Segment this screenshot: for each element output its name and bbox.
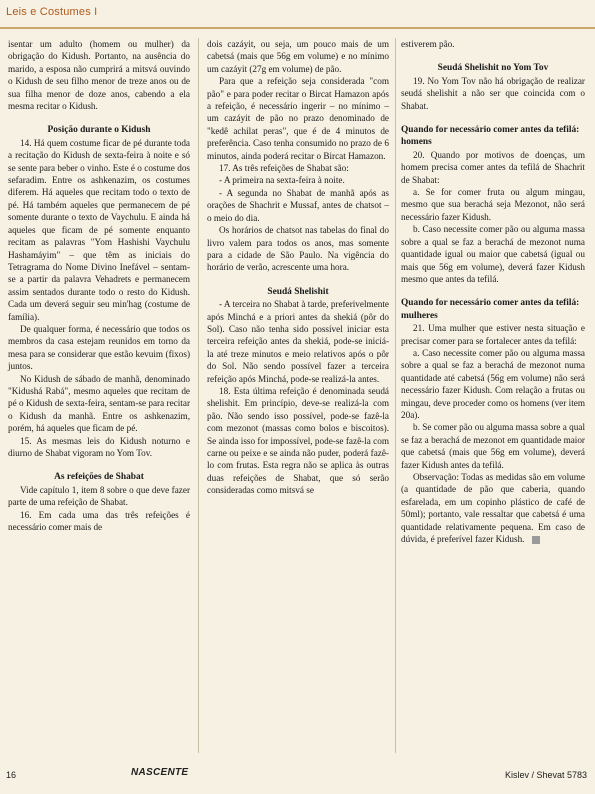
column-divider xyxy=(198,38,199,753)
paragraph: dois cazáyit, ou seja, um pouco mais de um cabetsá (mais que 56g em volume) e no mínimo um cazáyit (27g em volume) de pão. xyxy=(207,39,389,74)
paragraph: estiverem pão. xyxy=(401,39,455,49)
logo-text: NASCENTE xyxy=(131,767,189,778)
paragraph-text: Observação: Todas as medidas são em volume (a quantidade de pão que caberia, quando esfarelada, em um copinho plástico de café de 50ml); portanto, vale ressaltar que cabetsá é uma quantidade relativamente pequena. Em caso de dúvida, é preferível fazer Kidush. xyxy=(401,472,585,545)
paragraph: 15. As mesmas leis do Kidush noturno e diurno de Shabat vigoram no Yom Tov. xyxy=(8,435,190,458)
paragraph: Os horários de chatsot nas tabelas do final do livro valem para todos os anos, mas somente para a cidade de São Paulo. Na vigência do horário de verão, acrescente uma hora. xyxy=(207,225,389,273)
paragraph: - A terceira no Shabat à tarde, preferivelmente após Minchá e a priori antes da shekiá (pôr do Sol). Caso não tenha sido possível iniciar esta terceira refeição antes da shekiá, pode-se iniciá-la até treze minutos e meio relativos após o pôr do Sol. Não sendo possível fazer a terceira refeição após Minchá, pode-se realizá-la antes. xyxy=(207,299,389,384)
paragraph: a. Se for comer fruta ou algum mingau, mesmo que sua berachá seja Mezonot, não será necessário fazer Kidush. xyxy=(401,187,585,222)
paragraph: isentar um adulto (homem ou mulher) da obrigação do Kidush. Portanto, na ausência do marido, a esposa não cumprirá a mitsvá ouvindo o Kidush de seu filho menor de treze anos ou de sua filha menor de doze anos, cabendo a ela mesma recitar o Kidush. xyxy=(8,39,190,112)
paragraph: 14. Há quem costume ficar de pé durante toda a recitação do Kidush de sexta-feira à noite e só se sente para beber o vinho. Este é o costume dos sefaradim. Entre os ashkenazim, os costumes diferem. Há aqueles que recitam todo o texto de pé. Há também aqueles que permanecem de pé somente durante o texto de Vaychulu. E ainda há aqueles que ficam de pé somente enquanto recitam as palavras "Yom Hashishi Vaychulu Hashamáyim" – que têm as iniciais do Tetragrama do Nome Divino Inefável – sentam-se a partir da palavra Vehadrets e permanecem assim sentados durante todo o resto do Kidush. Cada um deverá seguir seu min'hag (costume de família). xyxy=(8,137,190,322)
paragraph: b. Se comer pão ou alguma massa sobre a qual se faz a berachá de mezonot em quantidade maior que cabetsá (mais que 56g em volume), deverá fazer Kidush antes da tefilá. xyxy=(401,422,585,470)
column-1 xyxy=(8,38,190,533)
paragraph: 20. Quando por motivos de doenças, um homem precisa comer antes da tefilá de Shachrit de Shabat: xyxy=(401,149,585,185)
issue-label: Kislev / Shevat 5783 xyxy=(504,770,587,780)
paragraph: De qualquer forma, é necessário que todos os membros da casa estejam reunidos em torno da mesa para se considerar que estão kevuim (fixos) juntos. xyxy=(8,323,190,372)
paragraph: Vide capítulo 1, item 8 sobre o que deve fazer parte de uma refeição de Shabat. xyxy=(8,484,190,508)
paragraph: No Kidush de sábado de manhã, denominado "Kidushá Rabá", mesmo aqueles que recitam de pé o Kidush de sexta-feira, sentam-se para recitar o Kidush da manhã. Entre os ashkenazim, porém, há aqueles que ficam de pé. xyxy=(8,373,190,434)
paragraph xyxy=(401,471,585,545)
paragraph: b. Caso necessite comer pão ou alguma massa sobre a qual se faz a berachá de mezonot numa quantidade igual ou maior que cabetsá (igual ou mais que 56g em volume), deverá fazer Kidush mesmo que antes da tefilá. xyxy=(401,224,585,284)
column-2 xyxy=(207,38,389,497)
paragraph: 16. Em cada uma das três refeições é necessário comer mais de xyxy=(8,509,190,533)
paragraph: - A segunda no Shabat de manhã após as orações de Shachrit e Mussaf, antes de chatsot – o meio do dia. xyxy=(207,187,389,223)
page-number: 16 xyxy=(6,770,17,780)
column-3 xyxy=(401,38,585,545)
subheading: Seudá Shelishit xyxy=(267,286,329,297)
paragraph: 21. Uma mulher que estiver nesta situação e precisar comer para se fortalecer antes da tefilá: xyxy=(401,323,585,346)
subheading: Quando for necessário comer antes da tefilá: homens xyxy=(401,125,580,148)
paragraph: 17. As três refeições de Shabat são: xyxy=(219,163,349,174)
paragraph: - A primeira na sexta-feira à noite. xyxy=(219,175,345,186)
paragraph: Para que a refeição seja considerada "com pão" e para poder recitar o Bircat Hamazon após a refeição, é necessário ingerir – no mínimo – um cazáyit de pão no prazo denominado de "kedê achilat peras", que é de 4 minutos de preferência. Caso tenha consumido no prazo de 6 minutos, ainda poderá recitar o Bircat Hamazon. xyxy=(207,76,389,161)
section-title: Leis e Costumes I xyxy=(6,6,98,18)
paragraph: 18. Esta última refeição é denominada seudá shelishit. Em princípio, deve-se realizá-la com pão. Não sendo isso possível, pode-se fazê-la com mezonot (massas como bolos e biscoitos). Se ainda isso for impossível, pode-se fazê-la com carne ou peixe e se ainda não puder, poderá fazê-lo com frutas. Esta regra não se aplica às outras duas refeições de Shabat, que só serão consideradas como mitsvá se xyxy=(207,385,389,496)
paragraph: a. Caso necessite comer pão ou alguma massa sobre a qual se faz a berachá de mezonot numa quantidade até cabetsá (56g em volume) não será necessário fazer Kidush. Com relação a frutas ou mingau, deve proceder como os homens (ver item 20a). xyxy=(401,347,585,420)
subheading: Quando for necessário comer antes da tefilá: mulheres xyxy=(401,298,580,321)
column-divider xyxy=(395,38,396,753)
logo xyxy=(131,767,188,778)
subheading: As refeições de Shabat xyxy=(54,472,144,483)
subheading: Seudá Shelishit no Yom Tov xyxy=(437,63,549,74)
page-footer xyxy=(0,756,595,794)
subheading: Posição durante o Kidush xyxy=(47,125,151,136)
paragraph: 19. No Yom Tov não há obrigação de realizar seudá shelishit a não ser que coincida com o Shabat. xyxy=(401,75,585,111)
end-mark-icon xyxy=(532,536,540,544)
header-rule xyxy=(0,27,595,29)
page-header xyxy=(0,0,595,30)
